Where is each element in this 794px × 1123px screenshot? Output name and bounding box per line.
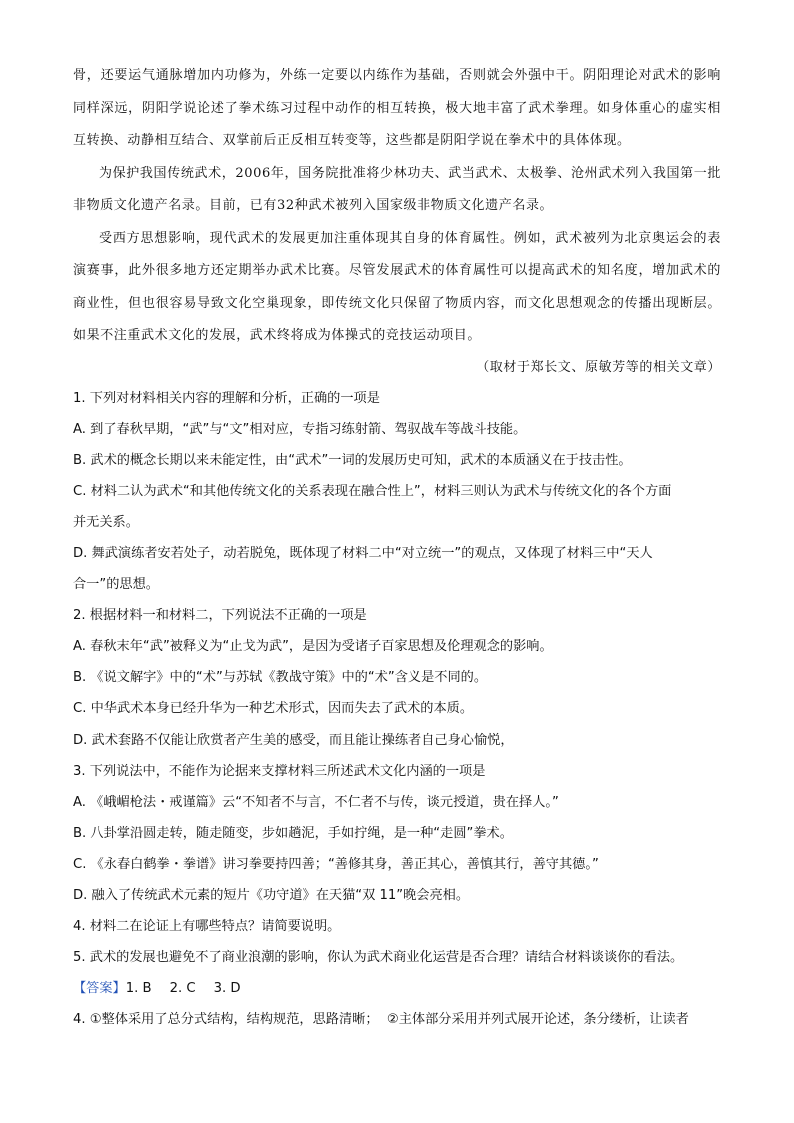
question-stem: 2. 根据材料一和材料二，下列说法不正确的一项是: [73, 608, 367, 624]
option-line: A. 春秋末年“武”被释义为“止戈为武”，是因为受诸子百家思想及伦理观念的影响。: [73, 639, 553, 655]
option-line: A. 《峨嵋枪法・戒谨篇》云“不知者不与言，不仁者不与传，谈元授道，贵在择人。”: [73, 794, 559, 810]
answer-line: [73, 973, 721, 1004]
answer-item: 1. B: [125, 981, 152, 997]
option-line: C. 材料二认为武术“和其他传统文化的关系表现在融合性上”，材料三则认为武术与传统文化的各个方面: [73, 483, 672, 499]
material-section: [73, 60, 721, 383]
question-stem: 3. 下列说法中，不能作为论据来支撑材料三所述武术文化内涵的一项是: [73, 763, 486, 779]
page-content: [73, 60, 721, 1035]
option-line: D. 舞武演练者安若处子，动若脱兔，既体现了材料二中“对立统一”的观点，又体现了材料三中“天人: [73, 545, 653, 561]
option-line: 并无关系。: [73, 514, 139, 530]
option-line: C. 中华武术本身已经升华为一种艺术形式，因而失去了武术的本质。: [73, 701, 474, 717]
answer-label: 【答案】: [73, 981, 126, 997]
material-source: （取材于郑长文、原敏芳等的相关文章）: [476, 359, 721, 375]
option-line: C. 《永春白鹤拳・拳谱》讲习拳要持四善；“善修其身，善正其心，善慎其行，善守其德。”: [73, 856, 599, 872]
question-stem: 5. 武术的发展也避免不了商业浪潮的影响，你认为武术商业化运营是否合理？请结合材料谈谈你的看法。: [73, 950, 684, 966]
option-line: D. 武术套路不仅能让欣赏者产生美的感受，而且能让操练者自己身心愉悦，: [73, 732, 514, 748]
answer-item: 3. D: [213, 981, 241, 997]
question-stem: 4. 材料二在论证上有哪些特点？请简要说明。: [73, 919, 341, 935]
material-paragraph: 受西方思想影响，现代武术的发展更加注重体现其自身的体育属性。例如，武术被列为北京奥运会的表演赛事，此外很多地方还定期举办武术比赛。尽管发展武术的体育属性可以提高武术的知名度，增加武术的商业性，但也很容易导致文化空巢现象，即传统文化只保留了物质内容，而文化思想观念的传播出现断层。如果不注重武术文化的发展，武术终将成为体操式的竞技运动项目。: [73, 230, 721, 343]
answer-item: 2. C: [169, 981, 196, 997]
option-line: A. 到了春秋早期，“武”与“文”相对应，专指习练射箭、驾驭战车等战斗技能。: [73, 421, 527, 437]
option-line: B. 八卦掌沿圆走转，随走随变，步如趟泥，手如拧绳，是一种“走圆”拳术。: [73, 825, 513, 841]
option-line: B. 《说文解字》中的“术”与苏轼《教战守策》中的“术”含义是不同的。: [73, 670, 488, 686]
material-paragraph: 为保护我国传统武术，2006年，国务院批准将少林功夫、武当武术、太极拳、沧州武术列入我国第一批非物质文化遗产名录。目前，已有32种武术被列入国家级非物质文化遗产名录。: [73, 165, 721, 213]
questions-section: [73, 383, 721, 1036]
option-line: 合一”的思想。: [73, 577, 159, 593]
question-stem: 1. 下列对材料相关内容的理解和分析，正确的一项是: [73, 390, 380, 406]
material-paragraph: 骨，还要运气通脉增加内功修为，外练一定要以内练作为基础，否则就会外强中干。阴阳理论对武术的影响同样深远，阴阳学说论述了拳术练习过程中动作的相互转换，极大地丰富了武术拳理。如身体重心的虚实相互转换、动静相互结合、双掌前后正反相互转变等，这些都是阴阳学说在拳术中的具体体现。: [73, 68, 721, 148]
answer-q4-line: 4. ①整体采用了总分式结构，结构规范，思路清晰； ②主体部分采用并列式展开论述，条分缕析，让读者: [73, 1012, 689, 1028]
option-line: B. 武术的概念长期以来未能定性，由“武术”一词的发展历史可知，武术的本质涵义在于技击性。: [73, 452, 632, 468]
option-line: D. 融入了传统武术元素的短片《功守道》在天猫“双 11”晚会亮相。: [73, 888, 470, 903]
